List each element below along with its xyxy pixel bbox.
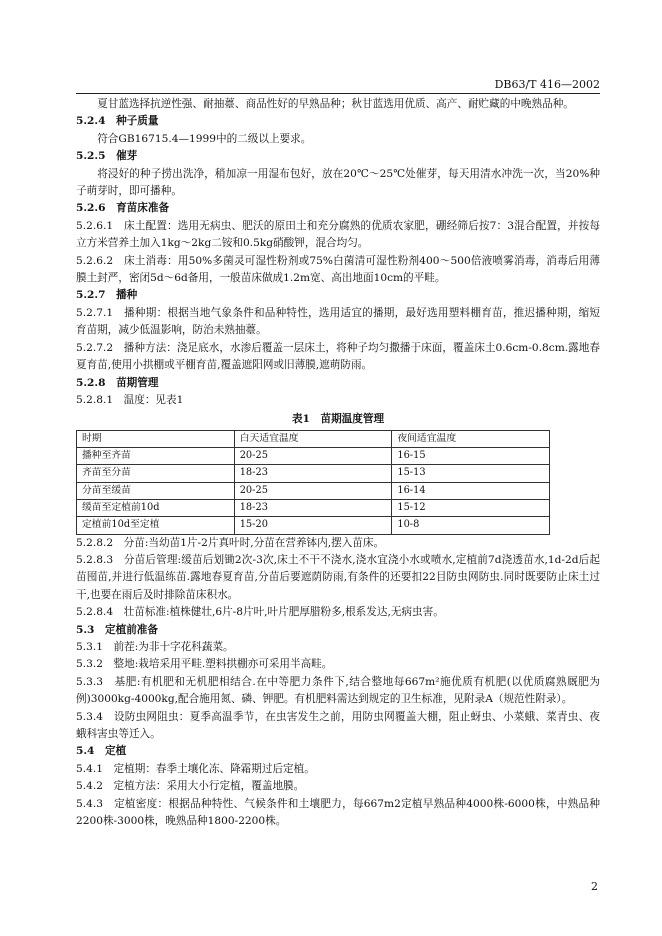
section-heading: 5.3 定植前准备 [76, 623, 158, 636]
paragraph: 5.4.1 定植期：春季土壤化冻、降霜期过后定植。 [76, 762, 315, 775]
table-cell: 20-25 [234, 448, 392, 465]
temperature-table [76, 430, 550, 535]
header-rule [76, 93, 600, 94]
paragraph: 5.2.6.2 床土消毒：用50%多菌灵可湿性粉剂或75%白菌清可湿性粉剂400～500倍液喷雾消毒，消毒后用薄膜土封严，密闭5d～6d备用，一般苗床做成1.2m宽、高出地面10cm的平畦。 [76, 254, 600, 285]
table-caption: 表1 苗期温度管理 [291, 413, 385, 426]
table-cell: 20-25 [234, 482, 392, 499]
table-row [77, 482, 550, 499]
table-row [77, 499, 550, 516]
document-body [76, 96, 600, 830]
paragraph: 5.4.2 定植方法：采用大小行定植，覆盖地膜。 [76, 780, 305, 793]
paragraph: 5.3.2 整地:栽培采用平畦.塑料拱棚亦可采用半高畦。 [76, 658, 333, 671]
table-cell: 15-12 [392, 499, 550, 516]
table-cell: 播种至齐苗 [77, 448, 235, 465]
section-heading: 5.2.6 育苗床准备 [76, 202, 170, 215]
table-cell: 定植前10d至定植 [77, 517, 235, 534]
table-cell: 15-13 [392, 465, 550, 482]
table-body [77, 448, 550, 534]
table-header-row [77, 430, 550, 447]
table-cell: 齐苗至分苗 [77, 465, 235, 482]
paragraph: 5.4.3 定植密度：根据品种特性、气候条件和土壤肥力，每667m2定植早熟品种4000株-6000株，中熟品种2200株-3000株，晚熟品种1800-2200株。 [76, 797, 600, 827]
paragraph: 5.2.8.2 分苗:当幼苗1片-2片真叶时,分苗在营养钵内,摆入苗床。 [76, 536, 385, 549]
table-cell: 10-8 [392, 517, 550, 534]
page-number: 2 [591, 880, 598, 893]
paragraph: 符合GB16715.4—1999中的二级以上要求。 [97, 132, 312, 145]
table-cell: 16-14 [392, 482, 550, 499]
paragraph: 5.2.8.1 温度：见表1 [76, 393, 184, 406]
paragraph: 5.2.6.1 床土配置：选用无病虫、肥沃的原田土和充分腐熟的优质农家肥，硼经筛后按7：3混合配置，并按每立方米营养土加入1kg～2kg二铵和0.5kg硝酸钾，混合均匀。 [76, 219, 600, 250]
table-cell: 缓苗至定植前10d [77, 499, 235, 516]
paragraph: 5.2.8.4 壮苗标准:植株健壮,6片-8片叶,叶片肥厚腊粉多,根系发达,无病虫害。 [76, 606, 444, 619]
table-cell: 18-23 [234, 499, 392, 516]
paragraph: 5.2.7.1 播种期：根据当地气象条件和品种特性，选用适宜的播期，最好选用塑料棚育苗，推迟播种期，缩短育苗期，减少低温影响，防治未熟抽薹。 [76, 306, 600, 337]
table-row [77, 465, 550, 482]
paragraph: 5.2.8.3 分苗后管理:缓苗后划锄2次-3次,床土不干不浇水,浇水宜浇小水或喷水,定植前7d浇透苗水,1d-2d后起苗囤苗,并进行低温练苗.露地春夏育苗,分苗后要遮荫防雨,有条件的还要扣22目防虫网防虫.同时既要防止床土过干,也要在雨后及时排除苗床积水。 [76, 553, 600, 601]
section-heading: 5.4 定植 [76, 745, 127, 758]
section-heading: 5.2.8 苗期管理 [76, 376, 159, 389]
table-cell: 16-15 [392, 448, 550, 465]
table-cell: 分苗至缓苗 [77, 482, 235, 499]
paragraph: 5.3.3 基肥:有机肥和无机肥相结合.在中等肥力条件下,结合整地每667m²施优质有机肥(以优质腐熟厩肥为例)3000kg-4000kg,配合施用氮、磷、钾肥。有机肥料需达到规定的卫生标准，见附录A（规范性附录）。 [76, 675, 600, 706]
table-row [77, 448, 550, 465]
paragraph: 5.3.4 设防虫网阻虫：夏季高温季节，在虫害发生之前，用防虫网覆盖大棚，阻止蚜虫、小菜蛾、菜青虫、夜蛾科害虫等迁入。 [76, 710, 600, 740]
section-heading: 5.2.4 种子质量 [76, 115, 159, 128]
table-cell: 15-20 [234, 517, 392, 534]
table-row [77, 517, 550, 534]
section-part-2 [76, 535, 600, 831]
paragraph: 夏甘蓝选择抗逆性强、耐抽薹、商品性好的早熟品种；秋甘蓝选用优质、高产、耐贮藏的中晚熟品种。 [97, 98, 574, 110]
table-header-cell: 时期 [77, 430, 235, 447]
section-heading: 5.2.5 催芽 [76, 150, 138, 163]
paragraph: 将浸好的种子捞出洗净，稍加凉一用湿布包好，放在20℃～25℃处催芽，每天用清水冲洗一次，当20%种子萌芽时，即可播种。 [76, 167, 600, 198]
section-heading: 5.2.7 播种 [76, 289, 138, 302]
document-code: DB63/T 416—2002 [494, 78, 600, 91]
section-part-1 [76, 96, 600, 409]
table-header-cell: 白天适宜温度 [234, 430, 392, 447]
table-header-cell: 夜间适宜温度 [392, 430, 550, 447]
paragraph: 5.2.7.2 播种方法：浇足底水，水渗后覆盖一层床土，将种子均匀撒播于床面，覆盖床土0.6cm-0.8cm.露地春夏育苗,使用小拱棚或平棚育苗,覆盖遮阳网或旧薄膜,遮萌防雨。 [76, 341, 600, 372]
table-cell: 18-23 [234, 465, 392, 482]
paragraph: 5.3.1 前茬:为非十字花科蔬菜。 [76, 640, 234, 653]
